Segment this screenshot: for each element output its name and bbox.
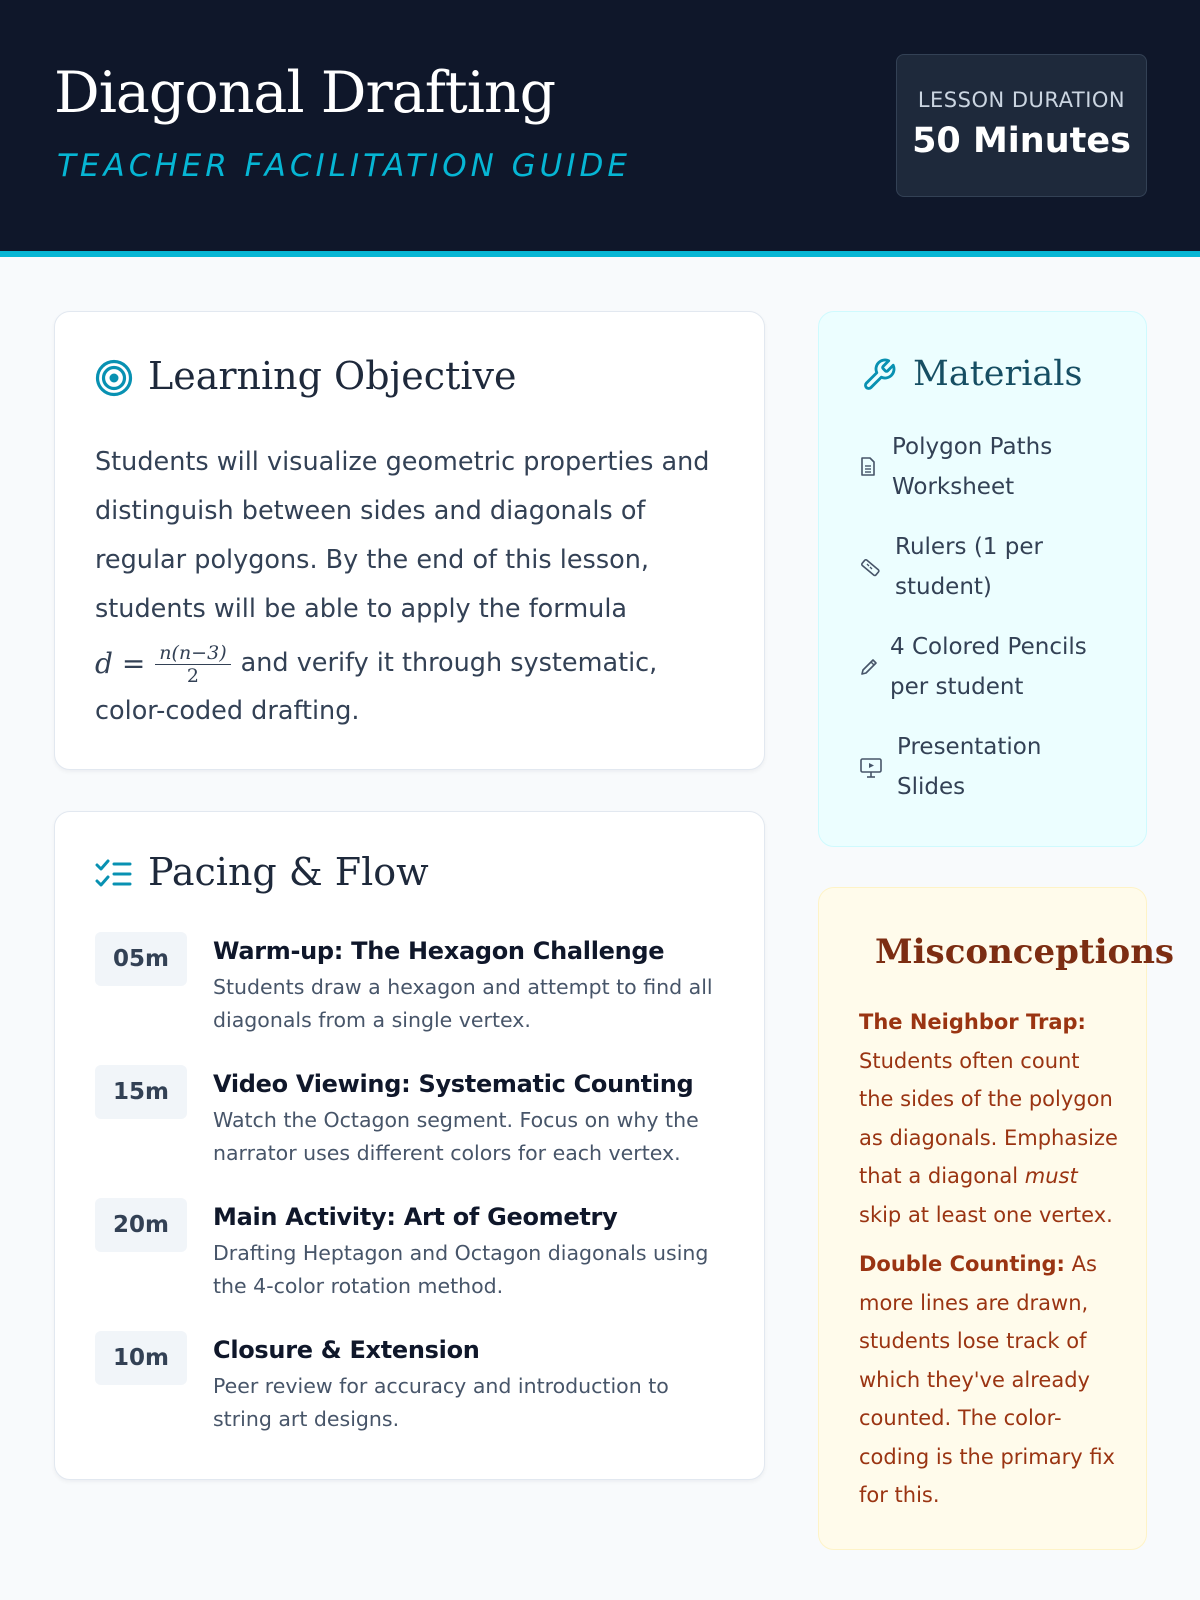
checklist-icon xyxy=(95,859,133,893)
page-subtitle: TEACHER FACILITATION GUIDE xyxy=(57,148,631,184)
ruler-icon xyxy=(859,557,881,579)
page-title: Diagonal Drafting xyxy=(54,60,556,126)
material-text xyxy=(890,627,1087,707)
double-counting-line: students lose track of xyxy=(859,1329,1087,1353)
double-counting-line: which they've already xyxy=(859,1367,1090,1392)
misconceptions-title: Misconceptions xyxy=(875,932,1175,972)
formula-lhs: d = xyxy=(95,647,146,680)
neighbor-trap-line: Students often count xyxy=(859,1048,1080,1073)
header xyxy=(0,0,1200,257)
time-badge: 10m xyxy=(95,1331,187,1385)
double-counting-block xyxy=(859,1245,1119,1515)
neighbor-trap-line: the sides of the polygon xyxy=(859,1087,1113,1111)
time-badge: 05m xyxy=(95,932,187,986)
target-icon xyxy=(95,359,133,397)
objective-after-formula: and verify it through systematic, xyxy=(240,648,658,678)
learning-objective-card xyxy=(54,311,765,770)
pacing-item-desc: Watch the Octagon segment. Focus on why the narrator uses different colors for each vertex. xyxy=(213,1108,699,1165)
pacing-item-title: Main Activity: Art of Geometry xyxy=(213,1203,618,1231)
material-line: per student xyxy=(890,674,1024,700)
material-line: Worksheet xyxy=(892,474,1015,500)
material-line: 4 Colored Pencils xyxy=(890,634,1087,660)
emphasis-must: must xyxy=(1024,1164,1078,1188)
objective-line: color-coded drafting. xyxy=(95,696,360,726)
neighbor-trap-line: skip at least one vertex. xyxy=(859,1202,1113,1227)
learning-objective-text xyxy=(95,438,735,736)
material-text xyxy=(895,527,1043,607)
misconceptions-card xyxy=(818,887,1175,1550)
double-counting-line: As xyxy=(1064,1252,1097,1276)
pacing-item-desc: Drafting Heptagon and Octagon diagonals using the 4-color rotation method. xyxy=(213,1241,709,1298)
materials-card xyxy=(818,311,1147,847)
pacing-card xyxy=(54,811,765,1480)
time-badge: 20m xyxy=(95,1198,187,1252)
duration-label: LESSON DURATION xyxy=(917,88,1126,112)
double-counting-label: Double Counting: xyxy=(859,1252,1065,1276)
objective-line: distinguish between sides and diagonals of xyxy=(95,496,646,526)
formula-denominator: 2 xyxy=(186,664,199,687)
objective-line: students will be able to apply the formula xyxy=(95,594,628,624)
double-counting-line: counted. The color- xyxy=(859,1406,1062,1430)
material-text xyxy=(892,427,1052,507)
presentation-icon xyxy=(859,757,883,779)
duration-value: 50 Minutes xyxy=(912,121,1131,161)
neighbor-trap-label: The Neighbor Trap: xyxy=(859,1010,1086,1034)
materials-title: Materials xyxy=(913,354,1083,394)
formula-numerator: n(n−3) xyxy=(155,642,230,665)
material-line: Slides xyxy=(897,774,966,800)
pencil-icon xyxy=(859,657,879,677)
formula-fraction xyxy=(155,642,230,687)
pacing-item-title: Video Viewing: Systematic Counting xyxy=(213,1070,694,1098)
material-line: Presentation xyxy=(897,734,1042,760)
pacing-item-desc: Students draw a hexagon and attempt to find all diagonals from a single vertex. xyxy=(213,975,713,1032)
objective-line: regular polygons. By the end of this lesson, xyxy=(95,545,649,575)
learning-objective-title: Learning Objective xyxy=(148,354,517,398)
neighbor-trap-line: that a diagonal xyxy=(859,1164,1025,1188)
wrench-icon xyxy=(861,357,897,393)
neighbor-trap-block xyxy=(859,1003,1119,1234)
objective-line: Students will visualize geometric properties and xyxy=(95,447,710,477)
neighbor-trap-line: as diagonals. Emphasize xyxy=(859,1125,1118,1150)
double-counting-line: coding is the primary fix xyxy=(859,1444,1115,1469)
document-icon xyxy=(859,457,877,477)
formula-line xyxy=(95,634,735,693)
duration-box xyxy=(896,54,1147,197)
pacing-item-desc: Peer review for accuracy and introduction to string art designs. xyxy=(213,1374,669,1431)
material-line: Polygon Paths xyxy=(892,434,1053,460)
material-line: student) xyxy=(895,574,992,600)
material-text xyxy=(897,727,1041,807)
pacing-title: Pacing & Flow xyxy=(148,850,429,894)
material-line: Rulers (1 per xyxy=(895,534,1043,560)
double-counting-line: for this. xyxy=(859,1483,940,1507)
double-counting-line: more lines are drawn, xyxy=(859,1290,1089,1315)
time-badge: 15m xyxy=(95,1065,187,1119)
pacing-item-title: Closure & Extension xyxy=(213,1336,480,1364)
pacing-item-title: Warm-up: The Hexagon Challenge xyxy=(213,937,665,965)
